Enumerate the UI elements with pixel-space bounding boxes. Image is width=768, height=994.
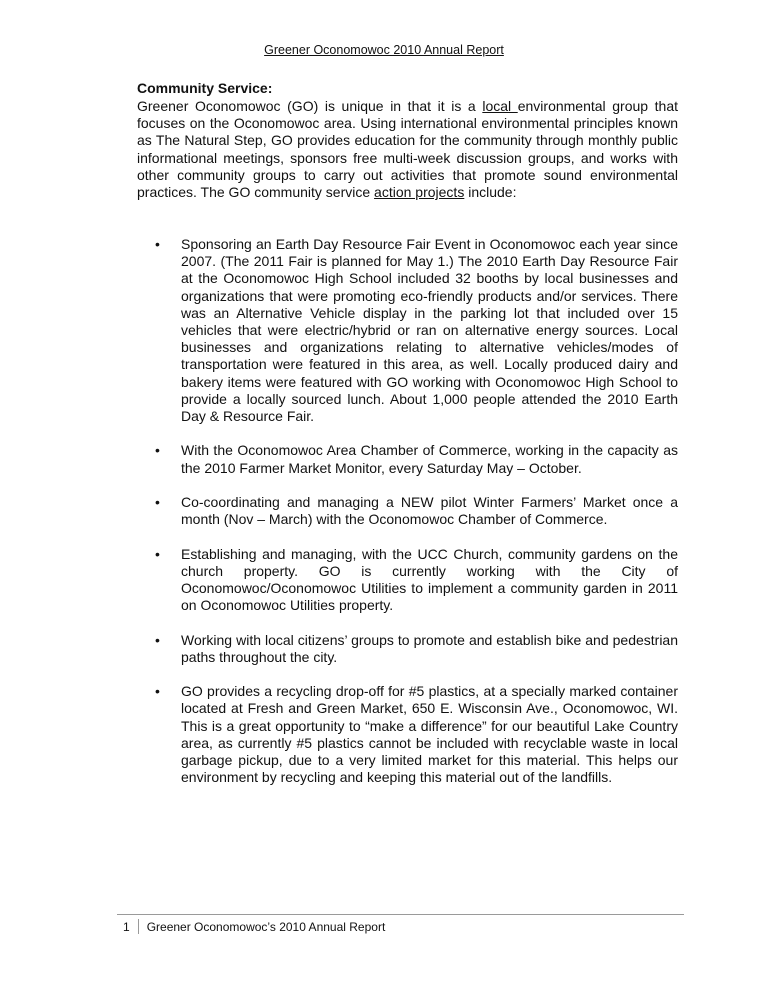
footer-title: Greener Oconomowoc’s 2010 Annual Report [146, 919, 386, 934]
bullet-icon: • [155, 494, 160, 511]
page-number: 1 [123, 919, 130, 934]
bullet-icon: • [155, 631, 160, 648]
list-item [137, 494, 678, 528]
list-item-text: Establishing and managing, with the UCC Church, community gardens on the church property. GO is currently working with the City of Oconomowoc/Oconomowoc Utilities to implement a community garden in 2011 on Oconomowoc Utilities property. [181, 545, 678, 614]
list-item-text: Co-coordinating and managing a NEW pilot Winter Farmers’ Market once a month (Nov – March) with the Oconomowoc Chamber of Commerce. [181, 494, 678, 528]
bullet-icon: • [155, 442, 160, 459]
intro-text-1: Greener Oconomowoc (GO) is unique in that it is a [137, 98, 483, 114]
list-item [137, 236, 678, 425]
intro-text-2: environmental group that focuses on the Oconomowoc area. Using international environmental principles known as The Natural Step, GO provides education for the community through monthly public informational meetings, sponsors free multi-week discussion groups, and works with other community groups to carry out activities that promote sound environmental practices. The GO community service [137, 98, 679, 201]
list-item-text: With the Oconomowoc Area Chamber of Commerce, working in the capacity as the 2010 Farmer Market Monitor, every Saturday May – October. [181, 442, 678, 476]
bullet-icon: • [155, 236, 160, 252]
list-item [137, 632, 678, 666]
page-footer [123, 919, 385, 934]
footer-separator [138, 919, 139, 934]
list-item [137, 546, 678, 615]
list-item-text: Working with local citizens’ groups to promote and establish bike and pedestrian paths throughout the city. [181, 631, 678, 665]
page-header: Greener Oconomowoc 2010 Annual Report [264, 43, 504, 57]
list-item-text: GO provides a recycling drop-off for #5 plastics, at a specially marked container located at Fresh and Green Market, 650 E. Wisconsin Ave., Oconomowoc, WI. This is a great opportunity to “make a difference” for our beautiful Lake Country area, as currently #5 plastics cannot be included with recyclable waste in local garbage pickup, due to a very limited market for this material. This helps our environment by recycling and keeping this material out of the landfills. [181, 683, 678, 786]
footer-divider [117, 914, 684, 915]
action-projects-list [137, 236, 678, 804]
intro-underlined-action-projects: action projects [374, 184, 465, 201]
list-item [137, 683, 678, 786]
list-item [137, 442, 678, 476]
intro-paragraph [137, 98, 678, 201]
intro-text-3: include: [464, 184, 517, 201]
bullet-icon: • [155, 683, 160, 700]
bullet-icon: • [155, 545, 160, 562]
section-title: Community Service: [137, 80, 273, 96]
intro-underlined-local: local [482, 98, 518, 114]
list-item-text: Sponsoring an Earth Day Resource Fair Event in Oconomowoc each year since 2007. (The 2011 Fair is planned for May 1.) The 2010 Earth Day Resource Fair at the Oconomowoc High School included 32 booths by local businesses and organizations that were promoting eco-friendly products and/or services. There was an Alternative Vehicle display in the parking lot that included over 15 vehicles that were electric/hybrid or ran on alternative energy sources. Local businesses and organizations relating to alternative vehicles/modes of transportation were featured in this area, as well. Locally produced dairy and bakery items were featured with GO working with Oconomowoc High School to provide a locally sourced lunch. About 1,000 people attended the 2010 Earth Day & Resource Fair. [181, 236, 678, 425]
